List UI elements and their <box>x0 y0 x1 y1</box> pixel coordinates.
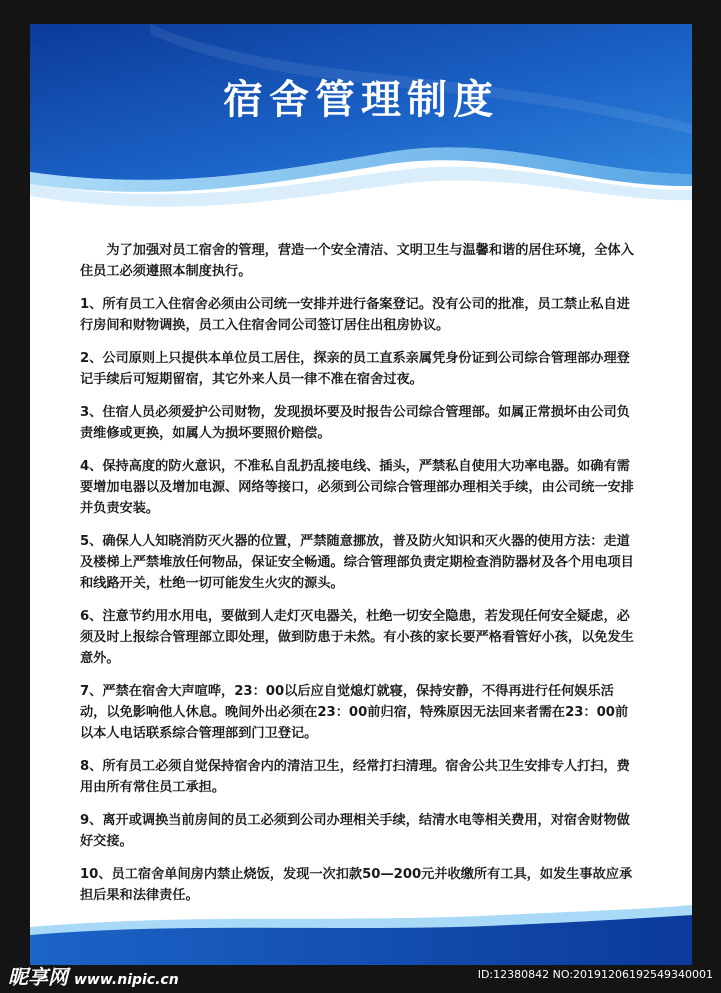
footer-wave-graphic <box>30 905 692 965</box>
watermark-brand: 昵享网 <box>8 965 68 989</box>
rule-item-7: 7、严禁在宿舍大声喧哗，23：00以后应自觉熄灯就寝，保持安静，不得再进行任何娱乐活动，以免影响他人休息。晚间外出必须在23：00前归宿，特殊原因无法回来者需在23：00前以本人电话联系综合管理部到门卫登记。 <box>80 684 629 741</box>
page-title: 宿舍管理制度 <box>223 77 499 123</box>
watermark-url: www.nipic.cn <box>74 972 179 988</box>
photo-id: ID:12380842 NO:20191206192549340001 <box>477 968 713 981</box>
footer-wave <box>30 905 692 965</box>
rule-item-4: 4、保持高度的防火意识，不准私自乱扔乱接电线、插头，严禁私自使用大功率电器。如确有需要增加电器以及增加电源、网络等接口，必须到公司综合管理部办理相关手续，由公司统一安排并负责安装。 <box>80 459 634 516</box>
poster <box>30 24 692 965</box>
rule-item-6: 6、注意节约用水用电，要做到人走灯灭电器关，杜绝一切安全隐患，若发现任何安全疑虑，必须及时上报综合管理部立即处理，做到防患于未然。有小孩的家长要严格看管好小孩，以免发生意外。 <box>80 609 634 666</box>
rule-item-5: 5、确保人人知晓消防灭火器的位置，严禁随意挪放，普及防火知识和灭火器的使用方法：走道及楼梯上严禁堆放任何物品，保证安全畅通。综合管理部负责定期检查消防器材及各个用电项目和线路开关，杜绝一切可能发生火灾的源头。 <box>80 534 634 591</box>
rule-item-9: 9、离开或调换当前房间的员工必须到公司办理相关手续，结清水电等相关费用，对宿舍财物做好交接。 <box>80 813 630 849</box>
rule-item-3: 3、住宿人员必须爱护公司财物，发现损坏要及时报告公司综合管理部。如属正常损坏由公司负责维修或更换，如属人为损坏要照价赔偿。 <box>80 405 630 441</box>
rule-item-1: 1、所有员工入住宿舍必须由公司统一安排并进行备案登记。没有公司的批准，员工禁止私自进行房间和财物调换，员工入住宿舍同公司签订居住出租房协议。 <box>80 297 630 333</box>
rule-item-2: 2、公司原则上只提供本单位员工居住，探亲的员工直系亲属凭身份证到公司综合管理部办理登记手续后可短期留宿，其它外来人员一律不准在宿舍过夜。 <box>80 351 630 387</box>
rule-item-10: 10、员工宿舍单间房内禁止烧饭，发现一次扣款50—200元并收缴所有工具，如发生事故应承担后果和法律责任。 <box>80 867 633 903</box>
watermark-logo <box>8 961 179 990</box>
rule-item-8: 8、所有员工必须自觉保持宿舍内的清洁卫生，经常打扫清理。宿舍公共卫生安排专人打扫，费用由所有常住员工承担。 <box>80 759 630 795</box>
regulation-body <box>80 240 640 918</box>
intro-paragraph: 为了加强对员工宿舍的管理，营造一个安全清洁、文明卫生与温馨和谐的居住环境，全体入住员工必须遵照本制度执行。 <box>80 243 634 279</box>
